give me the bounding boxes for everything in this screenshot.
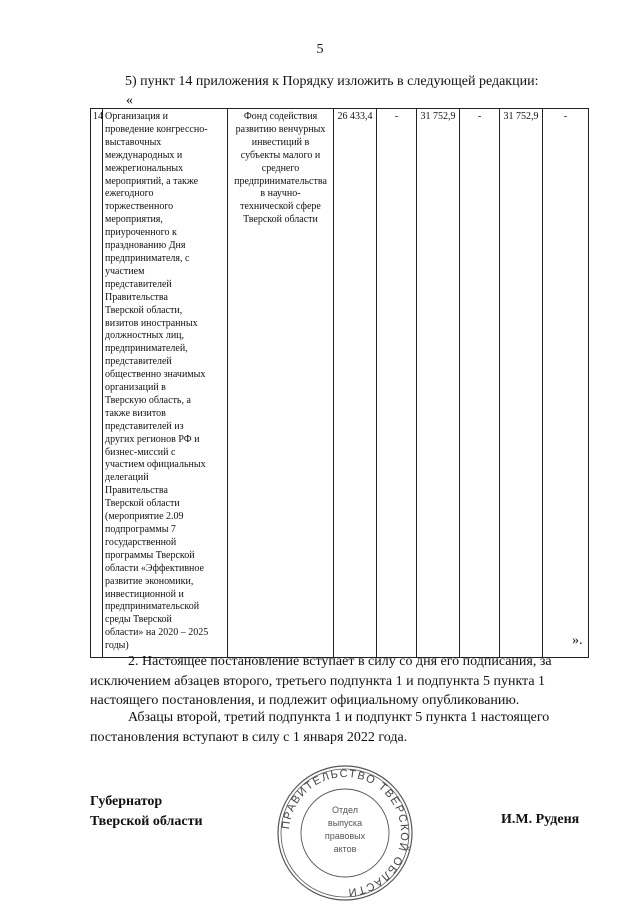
- fund-name-line: технической сфере: [240, 201, 321, 213]
- event-description-line: торжественного: [105, 201, 174, 213]
- paragraph-line: 2. Настоящее постановление вступает в силу со дня его подписания, за: [128, 654, 552, 669]
- closing-quote: ».: [572, 633, 583, 648]
- fund-name-line: развитию венчурных: [235, 123, 326, 135]
- value-cell: 31 752,9: [500, 109, 543, 658]
- row-number: 14: [91, 109, 103, 658]
- value-cell: -: [460, 109, 500, 658]
- event-description-line: годы): [105, 640, 129, 652]
- stamp-center-text: правовых: [324, 831, 366, 841]
- stamp-ring-text: ПРАВИТЕЛЬСТВО ТВЕРСКОЙ ОБЛАСТИ: [280, 767, 411, 899]
- event-description-line: инвестиционной и: [105, 588, 184, 600]
- event-description-line: визитов иностранных: [105, 317, 198, 329]
- event-description-line: предпринимателя, с: [105, 252, 190, 264]
- fund-name-line: инвестиций в: [251, 136, 310, 148]
- event-description-line: области» на 2020 – 2025: [105, 627, 209, 639]
- event-description-line: предпринимателей,: [105, 343, 188, 355]
- signatory-title-line: Губернатор: [90, 794, 163, 809]
- value-cell: 31 752,9: [417, 109, 460, 658]
- event-description-line: приуроченного к: [105, 227, 177, 239]
- fund-name-line: Фонд содействия: [243, 111, 318, 122]
- value-cell: -: [377, 109, 417, 658]
- amendment-table: [90, 108, 589, 658]
- value-cell: -: [543, 109, 589, 658]
- stamp-center-text: актов: [333, 844, 357, 854]
- intro-text: 5) пункт 14 приложения к Порядку изложить в следующей редакции:: [125, 74, 539, 89]
- event-description-line: делегаций: [105, 472, 149, 484]
- fund-name-line: Тверской области: [243, 214, 318, 226]
- event-description-line: подпрограммы 7: [105, 524, 176, 535]
- paragraph-line: постановления вступают в силу с 1 января 2022 года.: [90, 729, 408, 745]
- event-description-line: других регионов РФ и: [105, 433, 200, 445]
- paragraph-effective-date: [90, 652, 592, 711]
- fund-name-line: среднего: [261, 162, 300, 174]
- event-description-line: проведение конгрессно-: [105, 123, 208, 135]
- table-row: [91, 109, 589, 658]
- event-description-line: организаций в: [105, 382, 166, 394]
- event-description-line: участием официальных: [105, 459, 206, 471]
- event-description-line: мероприятия,: [105, 214, 163, 226]
- event-description: [103, 109, 228, 658]
- paragraph-exceptions: [90, 708, 592, 747]
- event-description-line: празднованию Дня: [105, 240, 186, 252]
- stamp-center-text: Отдел: [331, 805, 359, 815]
- event-description-line: также визитов: [105, 407, 166, 419]
- paragraph-line: настоящего постановления, и подлежит официальному опубликованию.: [90, 693, 520, 708]
- event-description-line: должностных лиц,: [105, 330, 185, 342]
- event-description-line: развитие экономики,: [105, 575, 194, 587]
- event-description-line: бизнес-миссий с: [105, 446, 176, 458]
- signatory-title-line: Тверской области: [90, 814, 203, 829]
- event-description-line: Правительства: [105, 485, 168, 497]
- signatory-name: И.М. Руденя: [501, 812, 580, 827]
- page-number: 5: [316, 42, 324, 57]
- fund-name-line: субъекты малого и: [240, 149, 321, 161]
- event-description-line: Правительства: [105, 291, 168, 303]
- official-stamp: [275, 763, 415, 903]
- paragraph-line: исключением абзацев второго, третьего подпункта 1 и подпункта 5 пункта 1: [90, 673, 546, 689]
- paragraph-line: Абзацы второй, третий подпункта 1 и подпункт 5 пункта 1 настоящего: [128, 710, 550, 725]
- event-description-line: Тверской области,: [105, 304, 183, 316]
- event-description-line: представителей: [105, 278, 172, 290]
- event-description-line: области «Эффективное: [105, 562, 204, 574]
- fund-name-line: в научно-: [260, 188, 301, 200]
- value-cell: 26 433,4: [334, 109, 377, 658]
- event-description-line: представителей: [105, 356, 172, 368]
- event-description-line: общественно значимых: [105, 369, 206, 381]
- fund-name-line: предпринимательства: [234, 175, 327, 187]
- event-description-line: ежегодного: [105, 188, 154, 200]
- event-description-line: государственной: [105, 536, 177, 548]
- event-description-line: среды Тверской: [105, 614, 172, 626]
- stamp-center-text: выпуска: [327, 818, 363, 828]
- event-description-line: (мероприятие 2.09: [105, 511, 184, 523]
- event-description-line: межрегиональных: [105, 162, 184, 174]
- event-description-line: программы Тверской: [105, 549, 195, 561]
- event-description-line: представителей из: [105, 420, 184, 432]
- opening-quote: «: [126, 93, 133, 108]
- signatory-title: [90, 792, 203, 832]
- event-description-line: международных и: [105, 149, 183, 161]
- event-description-line: Тверской области: [105, 498, 180, 510]
- event-description-line: участием: [105, 265, 145, 277]
- event-description-line: выставочных: [105, 136, 162, 148]
- event-description-line: предпринимательской: [105, 601, 200, 613]
- event-description-line: Организация и: [105, 111, 169, 122]
- event-description-line: Тверскую область, а: [105, 394, 191, 406]
- event-description-line: мероприятий, а также: [105, 175, 199, 187]
- fund-name: [228, 109, 334, 658]
